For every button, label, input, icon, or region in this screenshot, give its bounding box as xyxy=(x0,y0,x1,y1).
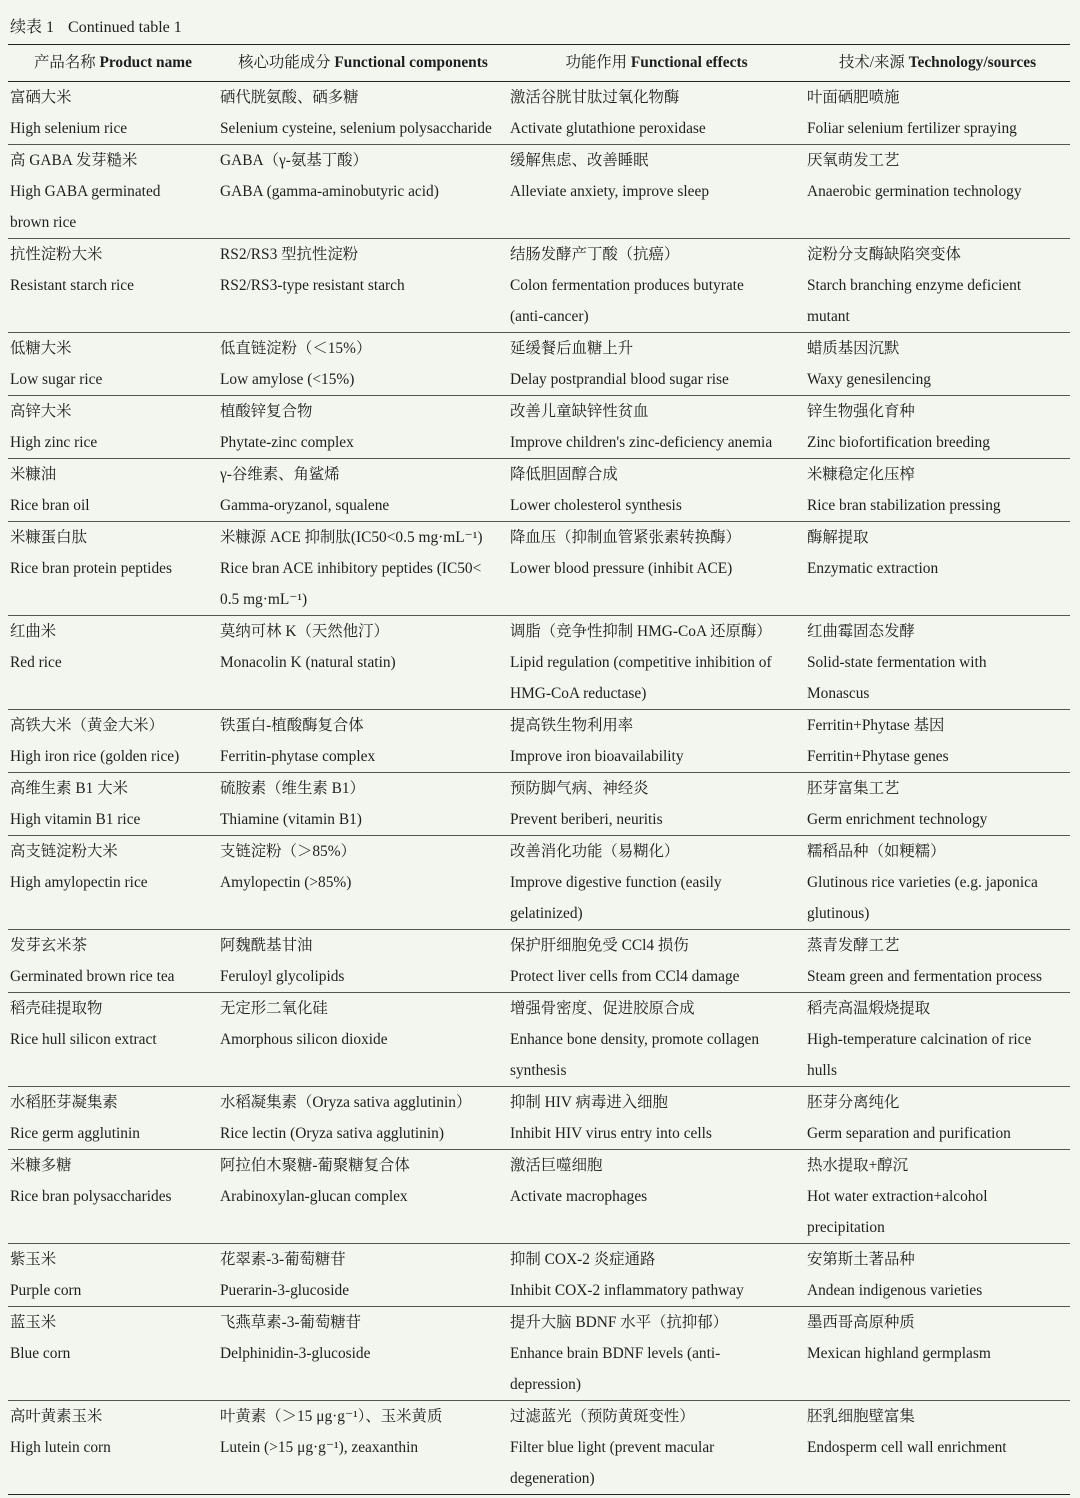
cell-text-line: High selenium rice xyxy=(10,120,128,137)
cell-text-line: Puerarin-3-glucoside xyxy=(220,1282,350,1299)
cell-text-line: Amylopectin (>85%) xyxy=(220,874,352,891)
cell-text-line: 高支链淀粉大米 xyxy=(10,843,118,860)
component-cell xyxy=(218,993,508,1087)
cell-text-line: 调脂（竞争性抑制 HMG-CoA 还原酶） xyxy=(510,623,772,640)
cell-text-line: Improve iron bioavailability xyxy=(510,748,684,765)
component-cell xyxy=(218,1150,508,1244)
cell-text-line: Red rice xyxy=(10,654,62,671)
cell-text-line: Thiamine (vitamin B1) xyxy=(220,811,362,828)
cell-text-line: 安第斯土著品种 xyxy=(807,1251,915,1268)
cell-text-line: Gamma-oryzanol, squalene xyxy=(220,497,390,514)
cell-text-line: 米糠油 xyxy=(10,466,57,483)
cell-text-line: Mexican highland germplasm xyxy=(807,1345,991,1362)
cell-text-line: 提高铁生物利用率 xyxy=(510,717,634,734)
cell-text-line: Monascus xyxy=(807,685,870,702)
cell-text-line: Colon fermentation produces butyrate xyxy=(510,277,744,294)
cell-text-line: Inhibit HIV virus entry into cells xyxy=(510,1125,712,1142)
technology-cell xyxy=(805,1307,1070,1401)
cell-text-line: Hot water extraction+alcohol xyxy=(807,1188,988,1205)
header-technology-sources: 技术/来源 Technology/sources xyxy=(838,54,1037,71)
cell-text-line: Protect liver cells from CCl4 damage xyxy=(510,968,740,985)
cell-text-line: High lutein corn xyxy=(10,1439,111,1456)
cell-text-line: 抗性淀粉大米 xyxy=(10,246,103,263)
table-row xyxy=(8,1401,1070,1495)
cell-text-line: 0.5 mg·mL⁻¹) xyxy=(220,591,308,608)
technology-cell xyxy=(805,145,1070,239)
table-row xyxy=(8,930,1070,993)
cell-text-line: Lower blood pressure (inhibit ACE) xyxy=(510,560,733,577)
cell-text-line: 厌氧萌发工艺 xyxy=(807,152,900,169)
cell-text-line: Selenium cysteine, selenium polysaccharide xyxy=(220,120,492,137)
cell-text-line: Starch branching enzyme deficient xyxy=(807,277,1022,294)
component-cell xyxy=(218,836,508,930)
table-row xyxy=(8,616,1070,710)
technology-cell xyxy=(805,836,1070,930)
table-body xyxy=(8,82,1070,1495)
component-cell xyxy=(218,1244,508,1307)
cell-text-line: Rice bran oil xyxy=(10,497,90,514)
cell-text-line: Steam green and fermentation process xyxy=(807,968,1043,985)
cell-text-line: 水稻胚芽凝集素 xyxy=(10,1094,118,1111)
cell-text-line: 低糖大米 xyxy=(10,340,72,357)
cell-text-line: Anaerobic germination technology xyxy=(807,183,1022,200)
technology-cell xyxy=(805,1401,1070,1495)
cell-text-line: 米糠稳定化压榨 xyxy=(807,466,915,483)
cell-text-line: 低直链淀粉（＜15%） xyxy=(220,340,372,357)
effect-cell xyxy=(508,993,805,1087)
cell-text-line: 预防脚气病、神经炎 xyxy=(510,780,649,797)
technology-cell xyxy=(805,459,1070,522)
product-name-cell xyxy=(8,1307,218,1401)
cell-text-line: High vitamin B1 rice xyxy=(10,811,141,828)
effect-cell xyxy=(508,1150,805,1244)
product-table xyxy=(8,44,1070,1495)
cell-text-line: Germ enrichment technology xyxy=(807,811,988,828)
cell-text-line: 支链淀粉（＞85%） xyxy=(220,843,356,860)
component-cell xyxy=(218,82,508,145)
table-row xyxy=(8,1244,1070,1307)
cell-text-line: 热水提取+醇沉 xyxy=(807,1157,909,1174)
cell-text-line: 增强骨密度、促进胶原合成 xyxy=(510,1000,695,1017)
cell-text-line: High amylopectin rice xyxy=(10,874,148,891)
cell-text-line: Lower cholesterol synthesis xyxy=(510,497,682,514)
component-cell xyxy=(218,1087,508,1150)
cell-text-line: Low amylose (<15%) xyxy=(220,371,355,388)
effect-cell xyxy=(508,239,805,333)
table-row xyxy=(8,773,1070,836)
cell-text-line: glutinous) xyxy=(807,905,870,922)
table-row xyxy=(8,993,1070,1087)
cell-text-line: 飞燕草素-3-葡萄糖苷 xyxy=(220,1314,362,1331)
cell-text-line: mutant xyxy=(807,308,850,325)
cell-text-line: gelatinized) xyxy=(510,905,583,922)
cell-text-line: RS2/RS3 型抗性淀粉 xyxy=(220,246,359,263)
technology-cell xyxy=(805,396,1070,459)
cell-text-line: 高锌大米 xyxy=(10,403,72,420)
technology-cell xyxy=(805,993,1070,1087)
cell-text-line: Andean indigenous varieties xyxy=(807,1282,983,1299)
table-row xyxy=(8,1087,1070,1150)
cell-text-line: 紫玉米 xyxy=(10,1251,57,1268)
cell-text-line: 米糠多糖 xyxy=(10,1157,72,1174)
cell-text-line: Enzymatic extraction xyxy=(807,560,939,577)
cell-text-line: 叶黄素（＞15 μg·g⁻¹）、玉米黄质 xyxy=(220,1408,443,1425)
cell-text-line: 铁蛋白-植酸酶复合体 xyxy=(220,717,364,734)
cell-text-line: Filter blue light (prevent macular xyxy=(510,1439,715,1456)
cell-text-line: GABA（γ-氨基丁酸） xyxy=(220,152,368,169)
cell-text-line: High iron rice (golden rice) xyxy=(10,748,180,765)
cell-text-line: Foliar selenium fertilizer spraying xyxy=(807,120,1017,137)
product-name-cell xyxy=(8,522,218,616)
cell-text-line: 发芽玄米茶 xyxy=(10,937,87,954)
cell-text-line: Zinc biofortification breeding xyxy=(807,434,990,451)
component-cell xyxy=(218,333,508,396)
technology-cell xyxy=(805,1244,1070,1307)
cell-text-line: 无定形二氧化硅 xyxy=(220,1000,328,1017)
table-row xyxy=(8,1150,1070,1244)
table-row xyxy=(8,459,1070,522)
product-name-cell xyxy=(8,836,218,930)
cell-text-line: Ferritin-phytase complex xyxy=(220,748,376,765)
cell-text-line: 过滤蓝光（预防黄斑变性） xyxy=(510,1408,695,1425)
cell-text-line: 阿拉伯木聚糖-葡聚糖复合体 xyxy=(220,1157,410,1174)
cell-text-line: 高维生素 B1 大米 xyxy=(10,780,128,797)
technology-cell xyxy=(805,710,1070,773)
effect-cell xyxy=(508,82,805,145)
cell-text-line: 米糠蛋白肽 xyxy=(10,529,87,546)
cell-text-line: High-temperature calcination of rice xyxy=(807,1031,1032,1048)
cell-text-line: Feruloyl glycolipids xyxy=(220,968,345,985)
technology-cell xyxy=(805,522,1070,616)
cell-text-line: 延缓餐后血糖上升 xyxy=(510,340,634,357)
cell-text-line: Resistant starch rice xyxy=(10,277,134,294)
table-row xyxy=(8,1307,1070,1401)
cell-text-line: Lutein (>15 μg·g⁻¹), zeaxanthin xyxy=(220,1439,419,1456)
effect-cell xyxy=(508,459,805,522)
effect-cell xyxy=(508,616,805,710)
cell-text-line: Improve digestive function (easily xyxy=(510,874,722,891)
effect-cell xyxy=(508,333,805,396)
cell-text-line: 叶面硒肥喷施 xyxy=(807,89,900,106)
cell-text-line: 保护肝细胞免受 CCl4 损伤 xyxy=(510,937,689,954)
cell-text-line: 红曲米 xyxy=(10,623,57,640)
effect-cell xyxy=(508,1307,805,1401)
component-cell xyxy=(218,773,508,836)
cell-text-line: 缓解焦虑、改善睡眠 xyxy=(510,152,649,169)
product-name-cell xyxy=(8,1401,218,1495)
cell-text-line: Rice lectin (Oryza sativa agglutinin) xyxy=(220,1125,444,1142)
table-row xyxy=(8,239,1070,333)
component-cell xyxy=(218,616,508,710)
cell-text-line: precipitation xyxy=(807,1219,885,1236)
technology-cell xyxy=(805,1150,1070,1244)
effect-cell xyxy=(508,773,805,836)
effect-cell xyxy=(508,710,805,773)
cell-text-line: Purple corn xyxy=(10,1282,82,1299)
product-name-cell xyxy=(8,145,218,239)
cell-text-line: Endosperm cell wall enrichment xyxy=(807,1439,1007,1456)
cell-text-line: 淀粉分支酶缺陷突变体 xyxy=(807,246,961,263)
cell-text-line: 糯稻品种（如粳糯） xyxy=(807,843,946,860)
cell-text-line: Enhance brain BDNF levels (anti- xyxy=(510,1345,721,1362)
product-name-cell xyxy=(8,396,218,459)
header-functional-components: 核心功能成分 Functional components xyxy=(238,54,488,71)
cell-text-line: 红曲霉固态发酵 xyxy=(807,623,915,640)
cell-text-line: Prevent beriberi, neuritis xyxy=(510,811,663,828)
cell-text-line: Solid-state fermentation with xyxy=(807,654,987,671)
product-name-cell xyxy=(8,1087,218,1150)
cell-text-line: Amorphous silicon dioxide xyxy=(220,1031,388,1048)
cell-text-line: 花翠素-3-葡萄糖苷 xyxy=(220,1251,346,1268)
cell-text-line: 降低胆固醇合成 xyxy=(510,466,618,483)
cell-text-line: 高 GABA 发芽糙米 xyxy=(10,152,138,169)
cell-text-line: Rice hull silicon extract xyxy=(10,1031,157,1048)
cell-text-line: 胚芽富集工艺 xyxy=(807,780,900,797)
cell-text-line: 胚芽分离纯化 xyxy=(807,1094,900,1111)
technology-cell xyxy=(805,239,1070,333)
cell-text-line: 硫胺素（维生素 B1） xyxy=(220,780,365,797)
cell-text-line: Germinated brown rice tea xyxy=(10,968,175,985)
cell-text-line: 莫纳可林 K（天然他汀） xyxy=(220,623,389,640)
cell-text-line: Germ separation and purification xyxy=(807,1125,1011,1142)
cell-text-line: 阿魏酰基甘油 xyxy=(220,937,313,954)
component-cell xyxy=(218,145,508,239)
effect-cell xyxy=(508,1087,805,1150)
cell-text-line: 激活谷胱甘肽过氧化物酶 xyxy=(510,89,680,106)
cell-text-line: Activate macrophages xyxy=(510,1188,648,1205)
effect-cell xyxy=(508,930,805,993)
cell-text-line: Glutinous rice varieties (e.g. japonica xyxy=(807,874,1038,891)
product-name-cell xyxy=(8,1150,218,1244)
cell-text-line: degeneration) xyxy=(510,1470,595,1487)
cell-text-line: RS2/RS3-type resistant starch xyxy=(220,277,405,294)
product-name-cell xyxy=(8,773,218,836)
cell-text-line: 墨西哥高原种质 xyxy=(807,1314,915,1331)
product-name-cell xyxy=(8,239,218,333)
cell-text-line: 稻壳高温煅烧提取 xyxy=(807,1000,931,1017)
cell-text-line: 抑制 HIV 病毒进入细胞 xyxy=(510,1094,668,1111)
cell-text-line: 胚乳细胞壁富集 xyxy=(807,1408,915,1425)
component-cell xyxy=(218,710,508,773)
caption-label-en: Continued table 1 xyxy=(68,19,182,36)
cell-text-line: 富硒大米 xyxy=(10,89,72,106)
cell-text-line: 植酸锌复合物 xyxy=(220,403,313,420)
component-cell xyxy=(218,1307,508,1401)
cell-text-line: Monacolin K (natural statin) xyxy=(220,654,396,671)
cell-text-line: GABA (gamma-aminobutyric acid) xyxy=(220,183,439,200)
cell-text-line: 米糠源 ACE 抑制肽(IC50<0.5 mg·mL⁻¹) xyxy=(220,529,483,546)
cell-text-line: hulls xyxy=(807,1062,837,1079)
cell-text-line: Rice bran ACE inhibitory peptides (IC50< xyxy=(220,560,482,577)
table-row xyxy=(8,396,1070,459)
component-cell xyxy=(218,239,508,333)
product-name-cell xyxy=(8,333,218,396)
cell-text-line: synthesis xyxy=(510,1062,567,1079)
table-row xyxy=(8,836,1070,930)
cell-text-line: 稻壳硅提取物 xyxy=(10,1000,103,1017)
component-cell xyxy=(218,396,508,459)
effect-cell xyxy=(508,1401,805,1495)
component-cell xyxy=(218,522,508,616)
cell-text-line: 提升大脑 BDNF 水平（抗抑郁） xyxy=(510,1314,729,1331)
effect-cell xyxy=(508,396,805,459)
cell-text-line: 高叶黄素玉米 xyxy=(10,1408,103,1425)
cell-text-line: Lipid regulation (competitive inhibition of xyxy=(510,654,772,671)
cell-text-line: Delay postprandial blood sugar rise xyxy=(510,371,729,388)
effect-cell xyxy=(508,145,805,239)
cell-text-line: High GABA germinated xyxy=(10,183,161,200)
cell-text-line: Rice bran polysaccharides xyxy=(10,1188,172,1205)
cell-text-line: 改善消化功能（易糊化） xyxy=(510,843,680,860)
effect-cell xyxy=(508,1244,805,1307)
cell-text-line: HMG-CoA reductase) xyxy=(510,685,647,702)
cell-text-line: Alleviate anxiety, improve sleep xyxy=(510,183,710,200)
cell-text-line: (anti-cancer) xyxy=(510,308,589,325)
table-row xyxy=(8,710,1070,773)
cell-text-line: 蜡质基因沉默 xyxy=(807,340,900,357)
cell-text-line: Improve children's zinc-deficiency anemia xyxy=(510,434,773,451)
cell-text-line: Low sugar rice xyxy=(10,371,103,388)
table-row xyxy=(8,522,1070,616)
cell-text-line: brown rice xyxy=(10,214,77,231)
technology-cell xyxy=(805,616,1070,710)
product-name-cell xyxy=(8,710,218,773)
cell-text-line: Waxy genesilencing xyxy=(807,371,931,388)
effect-cell xyxy=(508,522,805,616)
cell-text-line: Phytate-zinc complex xyxy=(220,434,354,451)
cell-text-line: Rice germ agglutinin xyxy=(10,1125,140,1142)
component-cell xyxy=(218,930,508,993)
cell-text-line: Enhance bone density, promote collagen xyxy=(510,1031,760,1048)
table-row xyxy=(8,145,1070,239)
cell-text-line: Activate glutathione peroxidase xyxy=(510,120,706,137)
technology-cell xyxy=(805,333,1070,396)
cell-text-line: γ-谷维素、角鲨烯 xyxy=(220,466,340,483)
product-name-cell xyxy=(8,616,218,710)
product-name-cell xyxy=(8,459,218,522)
cell-text-line: 水稻凝集素（Oryza sativa agglutinin） xyxy=(220,1094,472,1111)
effect-cell xyxy=(508,836,805,930)
component-cell xyxy=(218,1401,508,1495)
cell-text-line: depression) xyxy=(510,1376,581,1393)
cell-text-line: 硒代胱氨酸、硒多糖 xyxy=(220,89,359,106)
cell-text-line: 锌生物强化育种 xyxy=(807,403,915,420)
cell-text-line: High zinc rice xyxy=(10,434,98,451)
cell-text-line: Ferritin+Phytase 基因 xyxy=(807,717,945,734)
cell-text-line: 改善儿童缺锌性贫血 xyxy=(510,403,649,420)
cell-text-line: 酶解提取 xyxy=(807,529,869,546)
table-header-row xyxy=(8,45,1070,82)
technology-cell xyxy=(805,773,1070,836)
product-name-cell xyxy=(8,993,218,1087)
cell-text-line: 结肠发酵产丁酸（抗癌） xyxy=(510,246,680,263)
cell-text-line: Rice bran stabilization pressing xyxy=(807,497,1001,514)
product-name-cell xyxy=(8,1244,218,1307)
header-product-name: 产品名称 Product name xyxy=(34,54,192,71)
cell-text-line: Ferritin+Phytase genes xyxy=(807,748,949,765)
table-row xyxy=(8,82,1070,145)
cell-text-line: 高铁大米（黄金大米） xyxy=(10,717,164,734)
product-name-cell xyxy=(8,930,218,993)
cell-text-line: Rice bran protein peptides xyxy=(10,560,172,577)
product-name-cell xyxy=(8,82,218,145)
cell-text-line: 蓝玉米 xyxy=(10,1314,57,1331)
cell-text-line: Arabinoxylan-glucan complex xyxy=(220,1188,408,1205)
cell-text-line: 激活巨噬细胞 xyxy=(510,1157,603,1174)
cell-text-line: 蒸青发酵工艺 xyxy=(807,937,900,954)
technology-cell xyxy=(805,1087,1070,1150)
component-cell xyxy=(218,459,508,522)
header-functional-effects: 功能作用 Functional effects xyxy=(565,54,748,71)
technology-cell xyxy=(805,82,1070,145)
table-caption xyxy=(10,16,182,40)
cell-text-line: 降血压（抑制血管紧张素转换酶） xyxy=(510,529,741,546)
caption-label-cn: 续表 1 xyxy=(10,19,55,36)
cell-text-line: Blue corn xyxy=(10,1345,71,1362)
cell-text-line: Delphinidin-3-glucoside xyxy=(220,1345,371,1362)
table-row xyxy=(8,333,1070,396)
technology-cell xyxy=(805,930,1070,993)
cell-text-line: 抑制 COX-2 炎症通路 xyxy=(510,1251,656,1268)
cell-text-line: Inhibit COX-2 inflammatory pathway xyxy=(510,1282,744,1299)
